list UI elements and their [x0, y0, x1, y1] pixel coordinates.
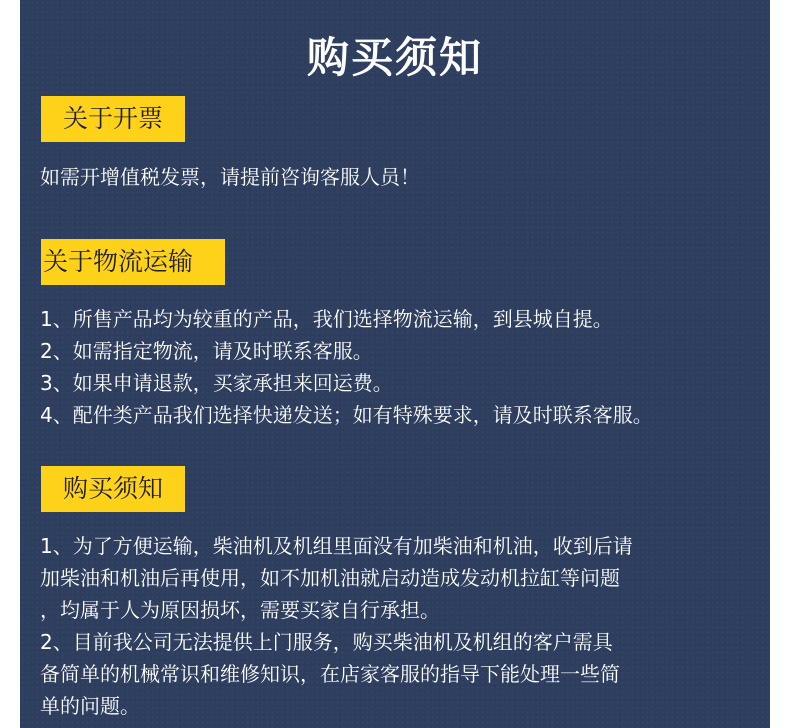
- text-line: 1、为了方便运输，柴油机及机组里面没有加柴油和机油，收到后请: [40, 534, 633, 558]
- page-title: 购买须知: [306, 33, 483, 82]
- text-line: 加柴油和机油后再使用，如不加机油就启动造成发动机拉缸等问题: [40, 566, 620, 590]
- section-label-invoice: 关于开票: [41, 96, 185, 142]
- text-line: 1、所售产品均为较重的产品，我们选择物流运输，到县城自提。: [40, 307, 613, 331]
- notice-page: [20, 0, 770, 728]
- section-body-invoice: [40, 162, 770, 192]
- section-body-logistics: [40, 303, 770, 431]
- text-line: ，均属于人为原因损坏，需要买家自行承担。: [40, 598, 440, 622]
- text-line: 4、配件类产品我们选择快递发送；如有特殊要求，请及时联系客服。: [40, 403, 653, 427]
- text-line: 如需开增值税发票，请提前咨询客服人员！: [40, 165, 420, 189]
- text-line: 备简单的机械常识和维修知识，在店家客服的指导下能处理一些简: [40, 662, 620, 686]
- text-line: 单的问题。: [40, 694, 140, 718]
- text-line: 2、如需指定物流，请及时联系客服。: [40, 339, 373, 363]
- text-line: 2、目前我公司无法提供上门服务，购买柴油机及机组的客户需具: [40, 630, 613, 654]
- section-body-purchase: [40, 530, 770, 722]
- section-label-logistics: 关于物流运输: [41, 239, 225, 285]
- section-label-purchase: 购买须知: [41, 466, 185, 512]
- text-line: 3、如果申请退款，买家承担来回运费。: [40, 371, 393, 395]
